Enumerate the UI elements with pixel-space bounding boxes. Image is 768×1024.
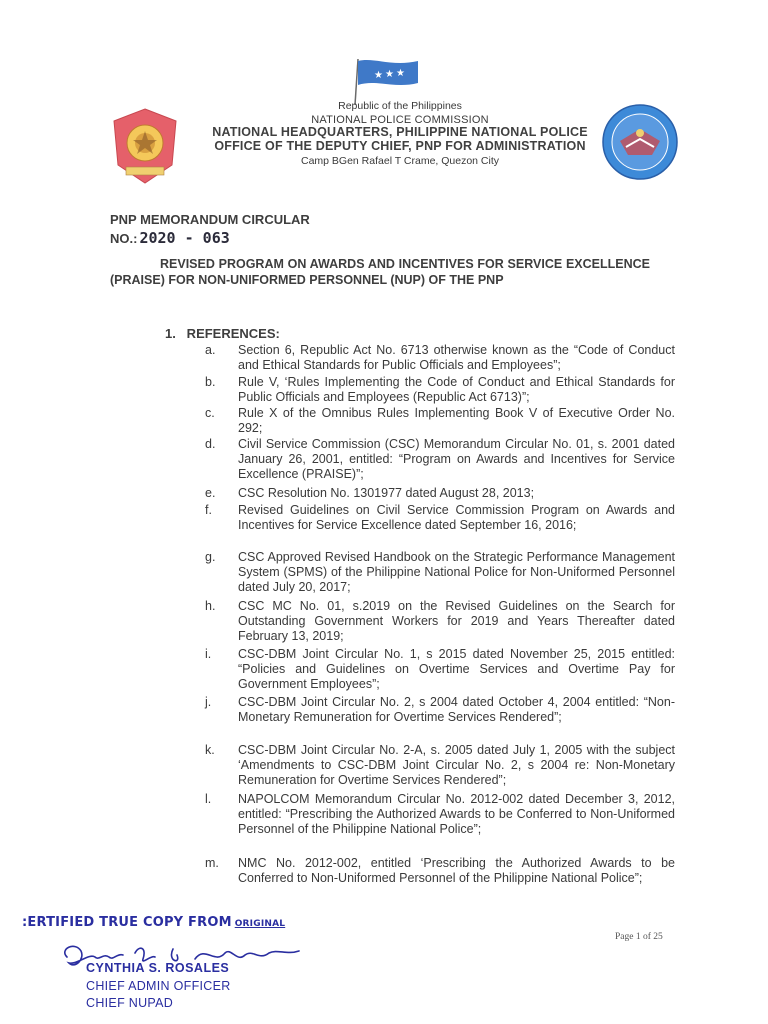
reference-letter: h. [205,599,216,613]
signatory-name: CYNTHIA S. ROSALES [86,961,230,975]
reference-letter: m. [205,856,219,870]
reference-letter: g. [205,550,216,564]
header-address: Camp BGen Rafael T Crame, Quezon City [300,155,500,167]
signatory-position-1: CHIEF ADMIN OFFICER [86,979,231,993]
circular-title: PNP MEMORANDUM CIRCULAR [110,212,310,227]
certified-original: ORIGINAL [234,919,286,929]
reference-text: Revised Guidelines on Civil Service Commission Program on Awards and Incentives for Service Excellence dated September 16, 2016; [238,503,675,533]
reference-letter: c. [205,406,215,420]
reference-text: CSC MC No. 01, s.2019 on the Revised Guidelines on the Search for Outstanding Government Workers for 2019 and Years Thereafter dated February 13, 2019; [238,599,675,644]
reference-text: Rule X of the Omnibus Rules Implementing Book V of Executive Order No. 292; [238,406,675,436]
header-republic: Republic of the Philippines [338,100,462,112]
reference-letter: d. [205,437,216,451]
reference-item-b [205,375,675,405]
svg-text:★: ★ [385,69,394,80]
reference-letter: l. [205,792,212,806]
reference-item-f [205,503,675,533]
reference-text: CSC-DBM Joint Circular No. 1, s 2015 dated November 25, 2015 entitled: “Policies and Guidelines on Overtime Services and Overtime Pay for Government Employees”; [238,647,675,692]
reference-item-a [205,343,675,373]
reference-letter: i. [205,647,212,661]
references-heading: 1. REFERENCES: [165,326,280,341]
svg-text:★: ★ [396,68,405,79]
reference-item-e [205,486,675,501]
reference-text: Civil Service Commission (CSC) Memorandum Circular No. 01, s. 2001 dated January 26, 2001, entitled: “Program on Awards and Incentives for Service Excellence (PRAISE)”; [238,437,675,482]
reference-text: CSC Resolution No. 1301977 dated August 28, 2013; [238,486,535,500]
reference-text: NAPOLCOM Memorandum Circular No. 2012-002 dated December 3, 2012, entitled: “Prescribing the Authorized Awards to be Conferred to Non-Uniformed Personnel of the Philippine National Police”; [238,792,675,837]
circular-number-line [110,229,230,247]
reference-item-k [205,743,675,789]
reference-text: CSC-DBM Joint Circular No. 2, s 2004 dated October 4, 2004 entitled: “Non-Monetary Remuneration for Overtime Services Rendered”; [238,695,675,725]
reference-text: CSC-DBM Joint Circular No. 2-A, s. 2005 dated July 1, 2005 with the subject ‘Amendments to CSC-DBM Joint Circular No. 2, s 2004 re: Non-Monetary Remuneration for Overtime Services Rendered”; [238,743,675,788]
header-headquarters: NATIONAL HEADQUARTERS, PHILIPPINE NATIONAL POLICE [212,125,588,139]
reference-item-m [205,856,675,886]
reference-item-i [205,647,675,693]
header-commission: NATIONAL POLICE COMMISSION [311,114,489,126]
reference-text: Section 6, Republic Act No. 6713 otherwise known as the “Code of Conduct and Ethical Standards for Public Officials and Employees”; [238,343,675,373]
circular-no-label: NO.: [110,231,138,246]
reference-letter: a. [205,343,216,357]
reference-item-g [205,550,675,596]
reference-item-h [205,599,675,645]
reference-letter: j. [205,695,212,709]
certified-true-copy-stamp [22,915,285,930]
reference-letter: f. [205,503,212,517]
reference-item-l [205,792,675,838]
reference-letter: e. [205,486,216,500]
page-number: Page 1 of 25 [615,932,663,942]
document-title: REVISED PROGRAM ON AWARDS AND INCENTIVES FOR SERVICE EXCELLENCE (PRAISE) FOR NON-UNIFORMED PERSONNEL (NUP) OF THE PNP [110,257,650,287]
signatory-position-2: CHIEF NUPAD [86,996,174,1010]
reference-item-d [205,437,675,483]
reference-item-c [205,406,675,436]
circular-number: 2020 - 063 [139,229,230,247]
reference-text: CSC Approved Revised Handbook on the Strategic Performance Management System (SPMS) of the Philippine National Police for Non-Uniformed Personnel dated July 20, 2017; [238,550,675,595]
svg-text:★: ★ [374,70,383,81]
reference-letter: b. [205,375,216,389]
reference-letter: k. [205,743,215,757]
certified-text: :ERTIFIED TRUE COPY FROM [22,915,232,930]
header-office: OFFICE OF THE DEPUTY CHIEF, PNP FOR ADMINISTRATION [214,139,586,153]
reference-text: NMC No. 2012-002, entitled ‘Prescribing the Authorized Awards to be Conferred to Non-Uniformed Personnel of the Philippine National Police”; [238,856,675,886]
reference-text: Rule V, ‘Rules Implementing the Code of Conduct and Ethical Standards for Public Officials and Employees (Republic Act 6713)”; [238,375,675,405]
reference-item-j [205,695,675,725]
